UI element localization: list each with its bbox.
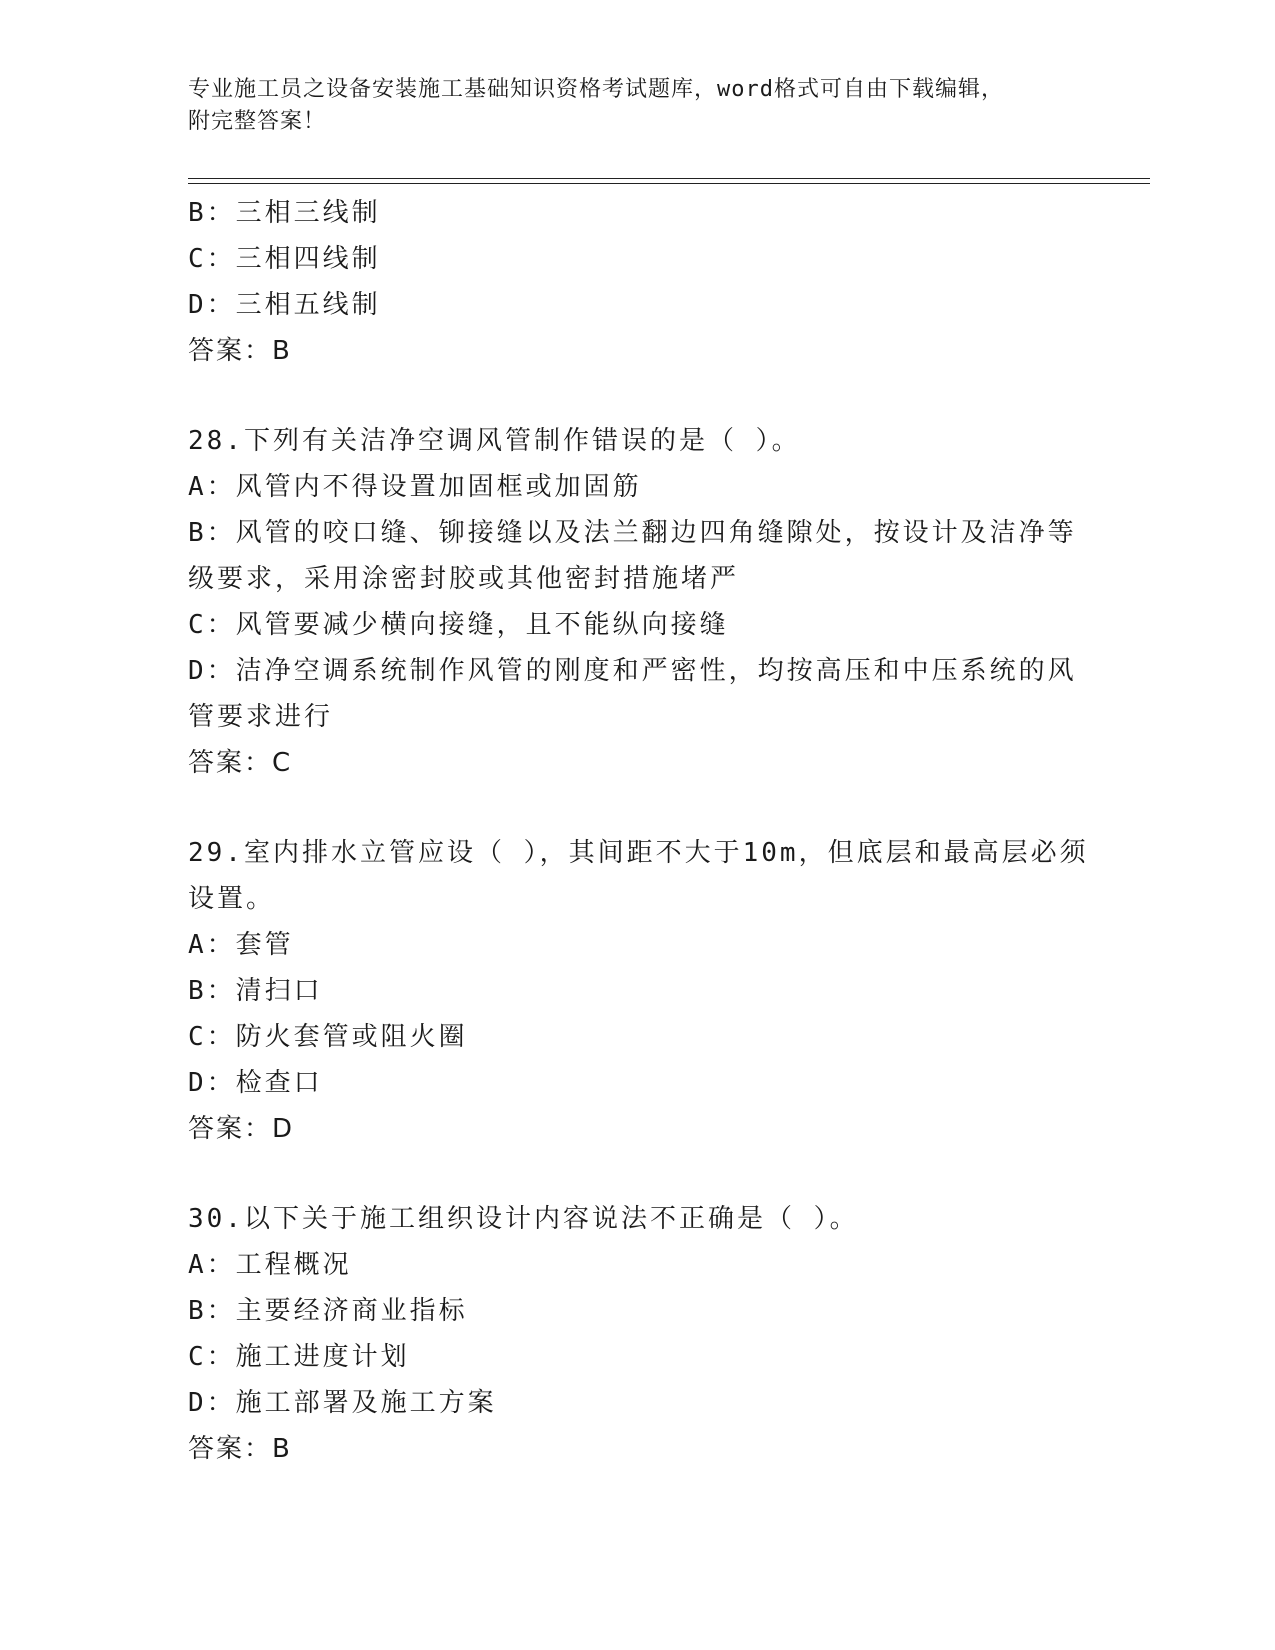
option-c: C：防火套管或阻火圈 bbox=[188, 1022, 468, 1052]
question-30 bbox=[188, 1196, 1088, 1472]
option-a: A：套管 bbox=[188, 930, 294, 960]
option-b-continued: 级要求，采用涂密封胶或其他密封措施堵严 bbox=[188, 564, 740, 594]
question-27 bbox=[188, 190, 1088, 374]
option-c: C：施工进度计划 bbox=[188, 1342, 410, 1372]
question-list bbox=[188, 190, 1088, 1472]
question-text-continued: 设置。 bbox=[188, 884, 276, 914]
answer: 答案：B bbox=[188, 1434, 292, 1464]
option-b: B：清扫口 bbox=[188, 976, 323, 1006]
answer: 答案：B bbox=[188, 336, 292, 366]
spacer bbox=[188, 786, 1088, 830]
question-29 bbox=[188, 830, 1088, 1152]
answer: 答案：C bbox=[188, 748, 293, 778]
question-28 bbox=[188, 418, 1088, 786]
option-a: A：风管内不得设置加固框或加固筋 bbox=[188, 472, 642, 502]
option-d-continued: 管要求进行 bbox=[188, 702, 334, 732]
header-rule-bottom bbox=[188, 183, 1150, 184]
question-text: 29.室内排水立管应设（ ），其间距不大于10m，但底层和最高层必须 bbox=[188, 838, 1089, 868]
page-header bbox=[188, 74, 1088, 138]
question-text: 30.以下关于施工组织设计内容说法不正确是（ ）。 bbox=[188, 1204, 859, 1234]
option-b: B：风管的咬口缝、铆接缝以及法兰翻边四角缝隙处，按设计及洁净等 bbox=[188, 518, 1077, 548]
answer: 答案：D bbox=[188, 1114, 295, 1144]
header-rule-top bbox=[188, 178, 1150, 179]
option-d: D：检查口 bbox=[188, 1068, 323, 1098]
option-b: B：主要经济商业指标 bbox=[188, 1296, 468, 1326]
header-line-1: 专业施工员之设备安装施工基础知识资格考试题库，word格式可自由下载编辑， bbox=[188, 77, 1004, 102]
option-c: C：风管要减少横向接缝，且不能纵向接缝 bbox=[188, 610, 729, 640]
option-c: C：三相四线制 bbox=[188, 244, 381, 274]
option-d: D：三相五线制 bbox=[188, 290, 381, 320]
question-text: 28.下列有关洁净空调风管制作错误的是（ ）。 bbox=[188, 426, 801, 456]
option-b: B：三相三线制 bbox=[188, 198, 381, 228]
header-line-2: 附完整答案！ bbox=[188, 109, 327, 134]
spacer bbox=[188, 1152, 1088, 1196]
option-a: A：工程概况 bbox=[188, 1250, 352, 1280]
option-d: D：施工部署及施工方案 bbox=[188, 1388, 497, 1418]
option-d: D：洁净空调系统制作风管的刚度和严密性，均按高压和中压系统的风 bbox=[188, 656, 1077, 686]
spacer bbox=[188, 374, 1088, 418]
